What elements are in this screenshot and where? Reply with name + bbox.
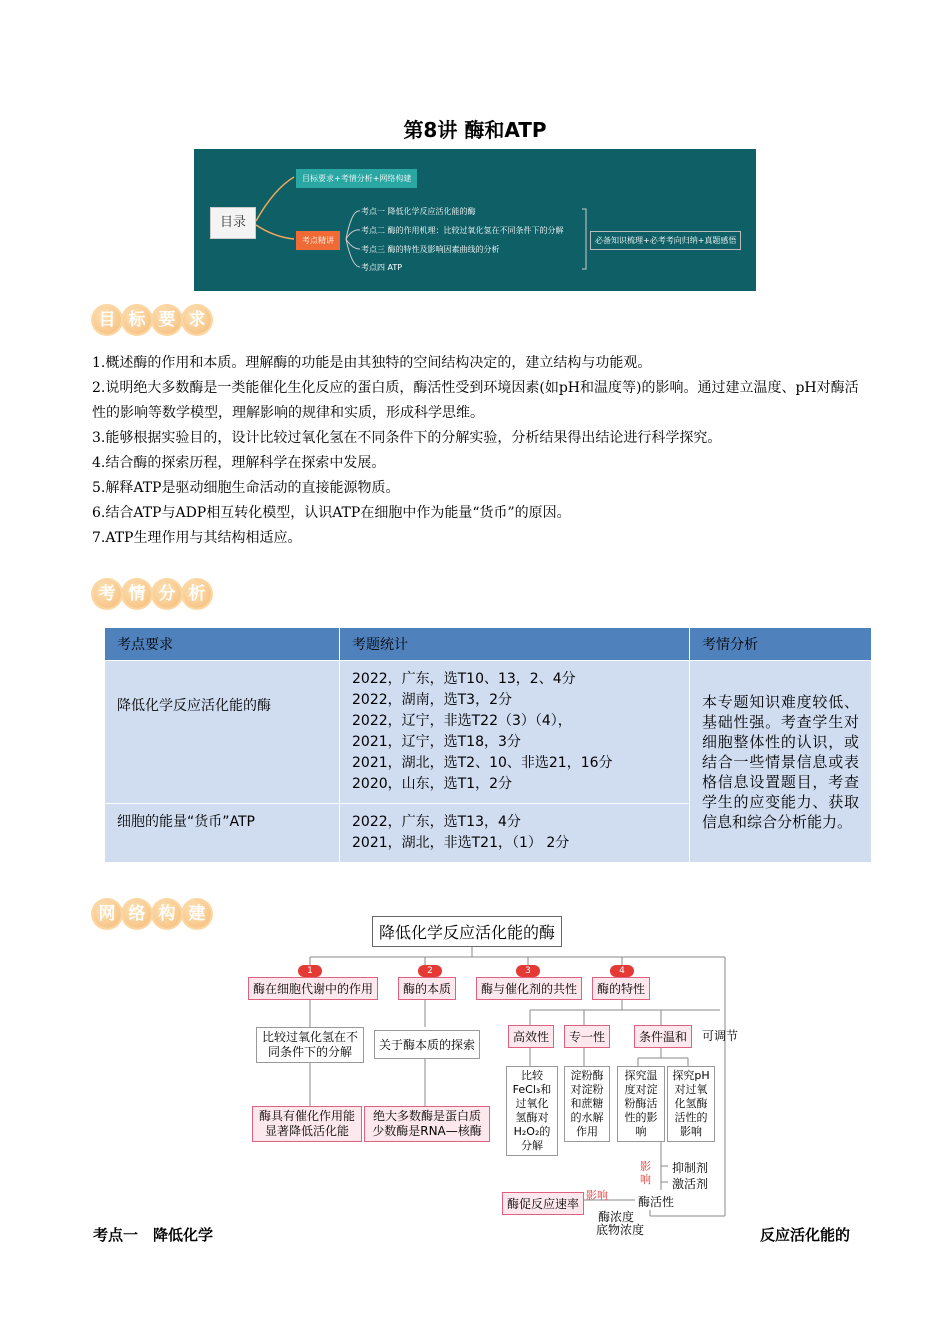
num-badge: 4 (610, 965, 634, 977)
toc-item-2: 考点二 酶的作用机理：比较过氧化氢在不同条件下的分解 (361, 226, 564, 235)
num-badge: 1 (298, 965, 322, 977)
toc-branch-2: 考点精讲 (296, 231, 340, 250)
table-cell-stats (340, 804, 690, 863)
table-header: 考题统计 (340, 628, 690, 661)
map-l1: 酶与催化剂的共性 (476, 977, 582, 1000)
stat-line: 2020，山东，选T1，2分 (352, 776, 512, 792)
stat-line: 2022，广东，选T10、13，2、4分 (352, 671, 576, 687)
goal-item: 6.结合ATP与ADP相互转化模型，认识ATP在细胞中作为能量“货币”的原因。 (92, 505, 571, 521)
toc-root: 目录 (210, 207, 256, 239)
footer-right: 反应活化能的 (760, 1226, 851, 1244)
map-b2: 关于酶本质的探索 (374, 1030, 480, 1059)
map-t4: 可调节 (702, 1029, 739, 1043)
map-inhibitor: 抑制剂 (672, 1161, 709, 1175)
stat-line: 2021，辽宁，选T18，3分 (352, 734, 521, 750)
goal-item: 3.能够根据实验目的，设计比较过氧化氢在不同条件下的分解实验，分析结果得出结论进行科学探究。 (92, 430, 722, 446)
badge-char: 络 (123, 900, 151, 928)
stat-line: 2022，广东，选T13，4分 (352, 814, 521, 830)
map-b2-result: 绝大多数酶是蛋白质少数酶是RNA—核酶 (364, 1106, 490, 1142)
goal-item: 7.ATP生理作用与其结构相适应。 (92, 530, 302, 546)
map-conc-1: 酶浓度 (598, 1210, 635, 1224)
map-activator: 激活剂 (672, 1177, 709, 1191)
page-title: 第8讲 酶和ATP (403, 118, 547, 142)
badge-char: 建 (183, 900, 211, 928)
stat-line: 2022，湖南，选T3，2分 (352, 692, 512, 708)
table-header: 考情分析 (690, 628, 872, 661)
badge-char: 构 (153, 900, 181, 928)
table-cell-analysis: 本专题知识难度较低、基础性强。考查学生对细胞整体性的认识，或结合一些情景信息或表格信息设置题目，考查学生的应变能力、获取信息和综合分析能力。 (690, 661, 872, 863)
goal-item: 4.结合酶的探索历程，理解科学在探索中发展。 (92, 455, 386, 471)
map-t1: 高效性 (508, 1025, 554, 1048)
map-influence-2: 影响 (586, 1189, 608, 1202)
map-t2: 专一性 (564, 1025, 610, 1048)
toc-connectors (194, 149, 756, 291)
badge-char: 要 (153, 306, 181, 334)
map-conc-2: 底物浓度 (596, 1223, 645, 1237)
toc-item-3: 考点三 酶的特性及影响因素曲线的分析 (361, 245, 500, 254)
table-header: 考点要求 (105, 628, 340, 661)
stat-line: 2022，辽宁，非选T22（3）（4）， (352, 713, 572, 729)
map-root: 降低化学反应活化能的酶 (372, 916, 562, 947)
toc-right: 必备知识梳理+必考考向归纳+真题感悟 (590, 231, 741, 250)
num-badge: 2 (418, 965, 442, 977)
map-rate: 酶促反应速率 (502, 1192, 584, 1215)
toc-item-4: 考点四 ATP (361, 263, 403, 272)
footer-left: 考点一 降低化学 (93, 1226, 214, 1244)
map-b1: 比较过氧化氢在不同条件下的分解 (256, 1027, 364, 1063)
network-heading (93, 900, 211, 928)
stat-line: 2021，湖北，非选T21，（1） 2分 (352, 835, 570, 851)
toc-banner (194, 149, 756, 291)
table-cell-req: 降低化学反应活化能的酶 (105, 661, 340, 804)
map-influence: 影响 (640, 1160, 651, 1186)
map-l1: 酶在细胞代谢中的作用 (248, 977, 378, 1000)
map-l1: 酶的本质 (398, 977, 456, 1000)
table-cell-req: 细胞的能量“货币”ATP (105, 804, 340, 863)
badge-char: 网 (93, 900, 121, 928)
table-cell-stats (340, 661, 690, 804)
badge-char: 标 (123, 306, 151, 334)
badge-char: 情 (123, 580, 151, 608)
map-e3: 探究温度对淀粉酶活性的影响 (617, 1066, 665, 1142)
map-e4: 探究pH对过氧化氢酶活性的影响 (667, 1066, 715, 1142)
badge-char: 求 (183, 306, 211, 334)
map-e1: 比较FeCl₃和过氧化氢酶对H₂O₂的分解 (506, 1066, 558, 1156)
map-b1-result: 酶具有催化作用能显著降低活化能 (252, 1106, 362, 1142)
stat-line: 2021，湖北，选T2、10、非选21，16分 (352, 755, 613, 771)
toc-item-1: 考点一 降低化学反应活化能的酶 (361, 207, 476, 216)
map-e2: 淀粉酶对淀粉和蔗糖的水解作用 (564, 1066, 610, 1142)
exam-heading (93, 580, 211, 608)
goals-list (92, 351, 862, 551)
map-l1: 酶的特性 (592, 977, 650, 1000)
map-t3: 条件温和 (634, 1025, 692, 1048)
num-badge: 3 (516, 965, 540, 977)
table-row (105, 661, 872, 804)
goals-heading (93, 306, 211, 334)
goal-item: 2.说明绝大多数酶是一类能催化生化反应的蛋白质，酶活性受到环境因素(如pH和温度等)的影响。通过建立温度、pH对酶活性的影响等数学模型，理解影响的规律和实质，形成科学思维。 (92, 380, 859, 421)
map-activity: 酶活性 (638, 1195, 675, 1209)
badge-char: 考 (93, 580, 121, 608)
badge-char: 分 (153, 580, 181, 608)
goal-item: 5.解释ATP是驱动细胞生命活动的直接能源物质。 (92, 480, 400, 496)
badge-char: 目 (93, 306, 121, 334)
toc-branch-1: 目标要求+考情分析+网络构建 (296, 169, 417, 188)
exam-table (104, 627, 872, 863)
goal-item: 1.概述酶的作用和本质。理解酶的功能是由其独特的空间结构决定的，建立结构与功能观。 (92, 355, 652, 371)
badge-char: 析 (183, 580, 211, 608)
